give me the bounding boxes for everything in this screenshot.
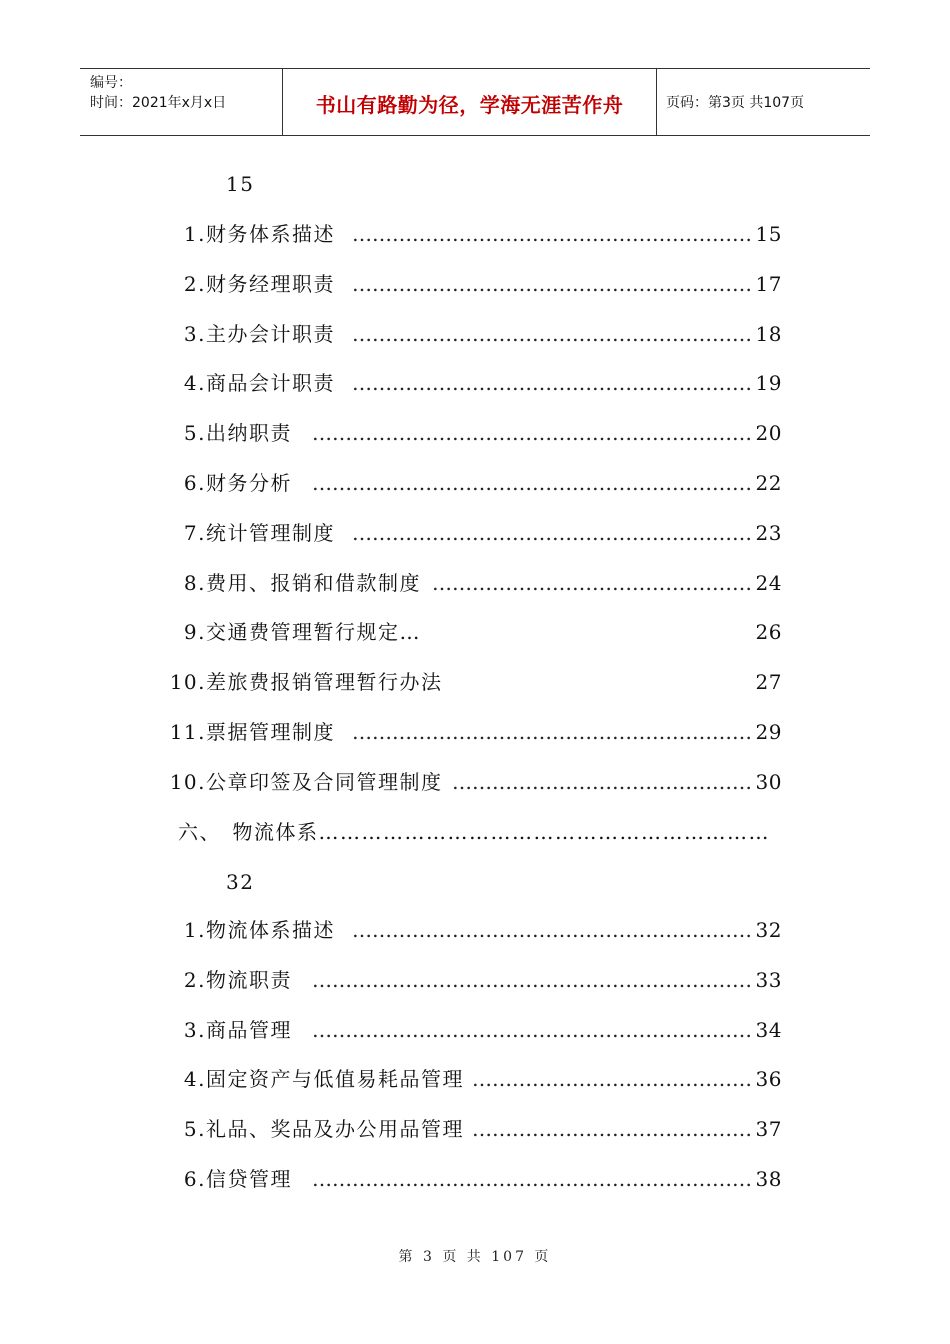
toc-entry-page: 19 [755,371,782,396]
toc-entry-title: 差旅费报销管理暂行办法 [206,670,443,695]
toc-entry-title: 出纳职责 [206,421,292,446]
toc-entry-number: 2. [183,271,206,296]
toc-entry-page: 32 [755,918,782,942]
toc-entry-page: 33 [755,967,782,992]
toc-entry[interactable] [168,371,782,395]
toc-entry-title: 物流体系描述 [206,918,335,942]
toc-entry[interactable] [168,471,782,495]
header-divider [656,69,657,135]
header-meta [90,73,285,113]
toc-entry-page: 34 [755,1017,782,1042]
toc-entry[interactable] [168,222,782,246]
toc-entry-leader: ………………………………………………………… [312,421,752,446]
toc-entry-title: 固定资产与低值易耗品管理 [206,1067,464,1092]
toc-entry-number: 6. [183,1167,206,1191]
toc-entry-page: 15 [755,222,782,246]
toc-entry-page: 23 [755,520,782,545]
toc-entry[interactable] [168,770,782,794]
toc-entry-page: 22 [755,471,782,495]
toc-entry-leader: ………………………………………………………… [312,1017,752,1042]
toc-entry[interactable] [168,620,782,644]
toc-entry-leader: …………………………………………………… [352,918,752,942]
toc-entry[interactable] [168,571,782,595]
toc-entry-number: 2. [183,967,206,992]
toc-entry-title: 财务经理职责 [206,271,335,296]
header-time-label: 时间：2021年x月x日 [90,95,227,111]
toc-entry-number: 9. [183,620,206,645]
toc-entry[interactable] [168,521,782,545]
toc-entry-title: 商品管理 [206,1017,292,1042]
header-motto: 书山有路勤为径，学海无涯苦作舟 [315,93,624,117]
toc-entry-leader: ……………………………………… [452,769,752,794]
toc-entry[interactable] [168,1167,782,1191]
toc-entry-number: 1. [183,918,206,942]
toc-entry-number: 11. [169,720,206,744]
toc-entry-leader: …………………………………………………… [352,271,752,296]
continuation-page-number: 15 [226,172,255,196]
toc-entry-number: 6. [183,471,206,495]
toc-entry-leader: ………………………………………… [432,570,752,595]
toc-entry-page: 20 [755,421,782,446]
toc-entry-number: 8. [183,570,206,595]
toc-entry-leader: …………………………………………………… [352,720,752,744]
toc-entry-title: 费用、报销和借款制度 [206,570,421,595]
toc-entry-page: 29 [755,720,782,744]
toc-entry[interactable] [168,918,782,942]
toc-entry-page: 30 [755,769,782,794]
toc-entry-number: 3. [183,1017,206,1042]
toc-entry-leader: …………………………………… [472,1117,752,1142]
toc-entry[interactable] [168,720,782,744]
toc-entry-number: 4. [183,371,206,396]
toc-entry-title: 礼品、奖品及办公用品管理 [206,1117,464,1142]
toc-entry[interactable] [168,1067,782,1091]
toc-entry-page: 37 [755,1117,782,1142]
toc-entry-number: 7. [183,520,206,545]
toc-entry-leader: …………………………………………………… [352,222,752,246]
toc-entry-leader: ………………………………………………………… [312,471,752,495]
toc-entry-number: 3. [183,321,206,346]
toc-entry-page: 38 [755,1167,782,1191]
toc-entry-title: 信贷管理 [206,1167,292,1191]
toc-entry-title: 物流职责 [206,967,292,992]
toc-entry-leader: …………………………………………………… [352,371,752,396]
toc-entry[interactable] [168,1117,782,1141]
section-heading: 六、 物流体系……………………………………………………… [178,820,770,844]
toc-entry-leader: …………………………………………………… [352,321,752,346]
page-header [80,68,870,136]
header-page-label: 页码：第3页 共107页 [666,95,805,111]
toc-entry-number: 1. [183,222,206,246]
toc-entry-page: 27 [755,670,782,695]
toc-entry-title: 商品会计职责 [206,371,335,396]
toc-entry-leader: ………………………………………………………… [312,967,752,992]
page-footer: 第 3 页 共 107 页 [398,1249,552,1265]
toc-entry[interactable] [168,670,782,694]
toc-entry-number: 5. [183,421,206,446]
toc-entry-title: 统计管理制度 [206,520,335,545]
toc-entry-title: 票据管理制度 [206,720,335,744]
toc-entry[interactable] [168,272,782,296]
toc-entry-number: 10. [169,769,206,794]
toc-entry-title: 交通费管理暂行规定… [206,620,421,645]
toc-entry-page: 17 [755,271,782,296]
toc-entry[interactable] [168,421,782,445]
toc-entry-number: 10. [169,670,206,695]
toc-entry-page: 24 [755,570,782,595]
toc-entry[interactable] [168,322,782,346]
toc-entry[interactable] [168,1018,782,1042]
toc-entry-leader: …………………………………… [472,1067,752,1092]
toc-entry[interactable] [168,968,782,992]
toc-entry-title: 主办会计职责 [206,321,335,346]
toc-entry-title: 财务体系描述 [206,222,335,246]
toc-entry-leader: …………………………………………………… [352,520,752,545]
toc-entry-number: 4. [183,1067,206,1092]
continuation-page-number: 32 [226,870,255,894]
toc-entry-page: 18 [755,321,782,346]
header-code-label: 编号： [90,75,132,91]
toc-entry-number: 5. [183,1117,206,1142]
toc-entry-page: 26 [755,620,782,645]
toc-entry-title: 公章印签及合同管理制度 [206,769,443,794]
toc-entry-title: 财务分析 [206,471,292,495]
toc-entry-page: 36 [755,1067,782,1092]
toc-entry-leader: ………………………………………………………… [312,1167,752,1191]
